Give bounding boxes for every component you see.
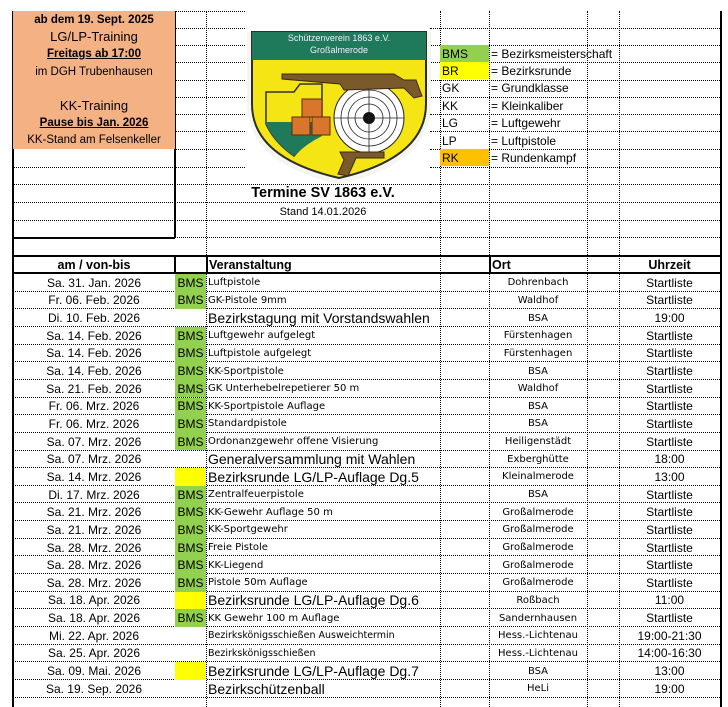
event-time: Startliste	[646, 416, 693, 431]
lg-lp-training-where: im DGH Trubenhausen	[35, 66, 153, 78]
table-row	[13, 592, 720, 610]
header-time: Uhrzeit	[648, 257, 691, 272]
table-row	[13, 327, 720, 345]
event-date: Di. 17. Mrz. 2026	[48, 487, 140, 502]
event-name: Zentralfeuerpistole	[208, 489, 304, 501]
event-time: Startliste	[646, 558, 693, 573]
event-name: Bezirkschützenball	[208, 680, 325, 697]
event-name: Bezirkstagung mit Vorstandswahlen	[208, 310, 430, 327]
event-time: Startliste	[646, 381, 693, 396]
event-time: Startliste	[646, 611, 693, 626]
grid-line	[430, 220, 720, 221]
event-location: Heiligenstädt	[504, 436, 572, 448]
table-row	[13, 274, 720, 292]
event-name: Luftpistole aufgelegt	[208, 347, 312, 359]
table-row	[13, 486, 720, 504]
event-name: Freie Pistole	[208, 542, 268, 554]
category-badge	[175, 468, 206, 486]
category-badge	[175, 680, 206, 698]
grid-line	[206, 255, 208, 273]
grid-line	[175, 149, 245, 150]
event-location: Hess.-Lichtenau	[498, 630, 578, 642]
event-location: Fürstenhagen	[503, 347, 573, 359]
event-date: Sa. 19. Sep. 2026	[45, 681, 143, 696]
category-badge: BMS	[175, 327, 206, 345]
event-date: Sa. 21. Mrz. 2026	[46, 505, 142, 520]
event-date: Di. 10. Feb. 2026	[47, 311, 141, 326]
event-date: Sa. 18. Apr. 2026	[47, 611, 141, 626]
event-name: Luftpistole	[208, 277, 261, 289]
event-date: Sa. 14. Feb. 2026	[46, 328, 142, 343]
event-time: Startliste	[646, 540, 693, 555]
legend-code: BR	[440, 62, 489, 79]
table-row	[13, 309, 720, 327]
event-date: Fr. 06. Feb. 2026	[48, 293, 140, 308]
grid-line	[175, 97, 245, 98]
event-location: BSA	[527, 365, 549, 377]
lg-lp-training-title: LG/LP-Training	[50, 29, 138, 44]
event-date: Sa. 07. Mrz. 2026	[46, 434, 142, 449]
grid-line	[13, 184, 175, 185]
event-location: Hess.-Lichtenau	[498, 647, 578, 659]
grid-line	[175, 220, 440, 221]
event-location: Großalmerode	[502, 524, 574, 536]
category-badge: BMS	[175, 292, 206, 310]
event-date: Sa. 21. Mrz. 2026	[46, 522, 142, 537]
category-badge: BMS	[175, 503, 206, 521]
event-location: Fürstenhagen	[503, 330, 573, 342]
category-badge: BMS	[175, 574, 206, 592]
legend-description: = Rundenkampf	[491, 150, 577, 165]
event-location: Kleinalmerode	[502, 471, 574, 483]
event-name: Bezirksrunde LG/LP-Auflage Dg.5	[208, 468, 419, 485]
event-name: Bezirksrunde LG/LP-Auflage Dg.6	[208, 592, 419, 609]
event-date: Sa. 07. Mrz. 2026	[46, 452, 142, 467]
category-badge: BMS	[175, 433, 206, 451]
event-date: Sa. 14. Feb. 2026	[46, 364, 142, 379]
table-row	[13, 539, 720, 557]
event-time: Startliste	[646, 399, 693, 414]
stand-date: Stand 14.01.2026	[279, 205, 367, 218]
event-name: KK-Sportpistole	[208, 365, 284, 377]
event-name: KK-Liegend	[208, 559, 264, 571]
legend-description: = Luftpistole	[491, 133, 557, 148]
event-location: Großalmerode	[502, 506, 574, 518]
event-date: Sa. 09. Mai. 2026	[46, 664, 142, 679]
event-location: Roßbach	[516, 594, 560, 606]
event-name: KK-Sportgewehr	[208, 524, 288, 536]
legend-description: = Grundklasse	[491, 81, 569, 96]
table-row	[13, 292, 720, 310]
category-badge: BMS	[175, 486, 206, 504]
event-time: 14:00-16:30	[637, 646, 702, 661]
table-row	[13, 574, 720, 592]
event-time: 19:00	[654, 311, 685, 326]
lg-lp-training-when: Freitags ab 17:00	[47, 47, 141, 60]
category-badge: BMS	[175, 274, 206, 292]
grid-line	[175, 11, 245, 12]
category-badge: BMS	[175, 556, 206, 574]
kk-training-title: KK-Training	[59, 98, 129, 113]
grid-line	[175, 28, 245, 29]
legend-code: LG	[442, 116, 459, 131]
category-badge: BMS	[175, 415, 206, 433]
event-location: Großalmerode	[502, 577, 574, 589]
category-badge	[175, 627, 206, 645]
event-location: Großalmerode	[502, 542, 574, 554]
table-row	[13, 645, 720, 663]
event-name: KK-Gewehr Auflage 50 m	[208, 506, 333, 518]
event-date: Sa. 14. Mrz. 2026	[46, 469, 142, 484]
header-event: Veranstaltung	[209, 257, 292, 272]
table-row	[13, 380, 720, 398]
event-name: GK Unterhebelrepetierer 50 m	[208, 383, 360, 395]
category-badge: BMS	[175, 380, 206, 398]
event-date: Sa. 18. Apr. 2026	[47, 593, 141, 608]
grid-line	[175, 80, 245, 81]
category-badge: BMS	[175, 345, 206, 363]
event-time: 18:00	[654, 452, 685, 467]
event-date: Sa. 25. Apr. 2026	[47, 646, 141, 661]
grid-line	[175, 62, 245, 63]
category-badge: BMS	[175, 362, 206, 380]
event-location: Dohrenbach	[507, 277, 569, 289]
event-time: Startliste	[646, 434, 693, 449]
page-title: Termine SV 1863 e.V.	[251, 185, 395, 201]
event-time: 19:00-21:30	[637, 628, 702, 643]
legend-code: GK	[442, 81, 460, 96]
event-name: Ordonanzgewehr offene Visierung	[208, 436, 379, 448]
event-time: 19:00	[654, 681, 685, 696]
grid-line	[720, 11, 722, 707]
club-logo	[244, 24, 434, 186]
event-time: Startliste	[646, 575, 693, 590]
event-date: Sa. 28. Mrz. 2026	[46, 558, 142, 573]
event-date: Sa. 28. Mrz. 2026	[46, 575, 142, 590]
legend-description: = Bezirksrunde	[491, 63, 572, 78]
grid-line	[13, 202, 175, 203]
event-date: Sa. 31. Jan. 2026	[46, 275, 142, 290]
grid-line	[175, 114, 245, 115]
legend-code: RK	[440, 149, 489, 166]
event-time: 13:00	[654, 469, 685, 484]
legend-code: BMS	[440, 45, 489, 62]
event-name: Standardpistole	[208, 418, 287, 430]
category-badge: BMS	[175, 539, 206, 557]
event-date: Sa. 21. Feb. 2026	[46, 381, 142, 396]
event-time: Startliste	[646, 522, 693, 537]
grid-line	[175, 167, 245, 168]
event-name: KK-Sportpistole Auflage	[208, 400, 326, 412]
event-location: BSA	[527, 665, 549, 677]
kk-training-where: KK-Stand am Felsenkeller	[27, 134, 161, 146]
table-row	[13, 433, 720, 451]
event-name: Bezirkskönigsschießen Ausweichtermin	[208, 630, 395, 642]
event-location: Waldhof	[517, 383, 559, 395]
grid-line	[13, 167, 175, 168]
event-name: Pistole 50m Auflage	[208, 577, 308, 589]
legend-description: = Bezirksmeisterschaft	[491, 46, 613, 61]
event-name: Bezirksrunde LG/LP-Auflage Dg.7	[208, 663, 419, 680]
event-date: Sa. 28. Mrz. 2026	[46, 540, 142, 555]
event-location: Großalmerode	[502, 559, 574, 571]
event-date: Sa. 14. Feb. 2026	[46, 346, 142, 361]
category-badge: BMS	[175, 609, 206, 627]
event-time: Startliste	[646, 293, 693, 308]
grid-line	[430, 202, 720, 203]
event-time: Startliste	[646, 505, 693, 520]
grid-line	[430, 28, 720, 29]
table-row	[13, 609, 720, 627]
grid-line	[489, 255, 491, 273]
grid-line	[175, 237, 440, 238]
grid-line	[175, 45, 245, 46]
event-time: 13:00	[654, 664, 685, 679]
table-row	[13, 468, 720, 486]
grid-line	[13, 237, 175, 239]
grid-line	[430, 184, 720, 185]
category-badge	[175, 309, 206, 327]
table-row	[13, 662, 720, 680]
event-location: BSA	[527, 418, 549, 430]
event-location: Sandernhausen	[498, 612, 578, 624]
event-date: Fr. 06. Mrz. 2026	[48, 416, 140, 431]
category-badge	[175, 592, 206, 610]
category-badge	[175, 645, 206, 663]
legend-description: = Luftgewehr	[491, 116, 561, 131]
legend-description: = Kleinkaliber	[491, 98, 564, 113]
header-date: am / von-bis	[57, 257, 131, 272]
category-badge: BMS	[175, 521, 206, 539]
event-name: GK-Pistole 9mm	[208, 294, 287, 306]
event-time: Startliste	[646, 275, 693, 290]
table-row	[13, 521, 720, 539]
grid-line	[175, 131, 245, 132]
event-location: HeLi	[526, 683, 550, 695]
event-location: BSA	[527, 312, 549, 324]
table-row	[13, 680, 720, 698]
legend-code: LP	[442, 133, 457, 148]
grid-line	[430, 237, 720, 238]
table-row	[13, 345, 720, 363]
event-date: Fr. 06. Mrz. 2026	[48, 399, 140, 414]
category-badge: BMS	[175, 398, 206, 416]
category-badge	[175, 662, 206, 680]
table-row	[13, 362, 720, 380]
grid-line	[13, 220, 175, 221]
table-row	[13, 398, 720, 416]
event-time: Startliste	[646, 487, 693, 502]
table-row	[13, 451, 720, 469]
table-row	[13, 415, 720, 433]
event-time: 11:00	[654, 593, 685, 608]
grid-line	[430, 167, 720, 168]
legend-code: KK	[442, 98, 459, 113]
event-name: Bezirkskönigsschießen	[208, 647, 316, 659]
table-row	[13, 556, 720, 574]
event-date: Mi. 22. Apr. 2026	[48, 628, 140, 643]
event-time: Startliste	[646, 328, 693, 343]
event-time: Startliste	[646, 346, 693, 361]
category-badge	[175, 451, 206, 469]
event-location: Waldhof	[517, 294, 559, 306]
table-row	[13, 503, 720, 521]
event-name: Luftgewehr aufgelegt	[208, 330, 316, 342]
header-place: Ort	[492, 257, 511, 272]
event-name: Generalversammlung mit Wahlen	[208, 451, 416, 468]
event-location: BSA	[527, 489, 549, 501]
table-row	[13, 627, 720, 645]
event-location: BSA	[527, 400, 549, 412]
event-location: Exberghütte	[507, 453, 569, 465]
event-name: KK Gewehr 100 m Auflage	[208, 612, 340, 624]
kk-training-when: Pause bis Jan. 2026	[39, 116, 149, 129]
event-time: Startliste	[646, 364, 693, 379]
logo-line1: Schützenverein 1863 e.V.	[287, 32, 391, 43]
training-since: ab dem 19. Sept. 2025	[34, 13, 154, 26]
logo-line2: Großalmerode	[309, 44, 369, 55]
